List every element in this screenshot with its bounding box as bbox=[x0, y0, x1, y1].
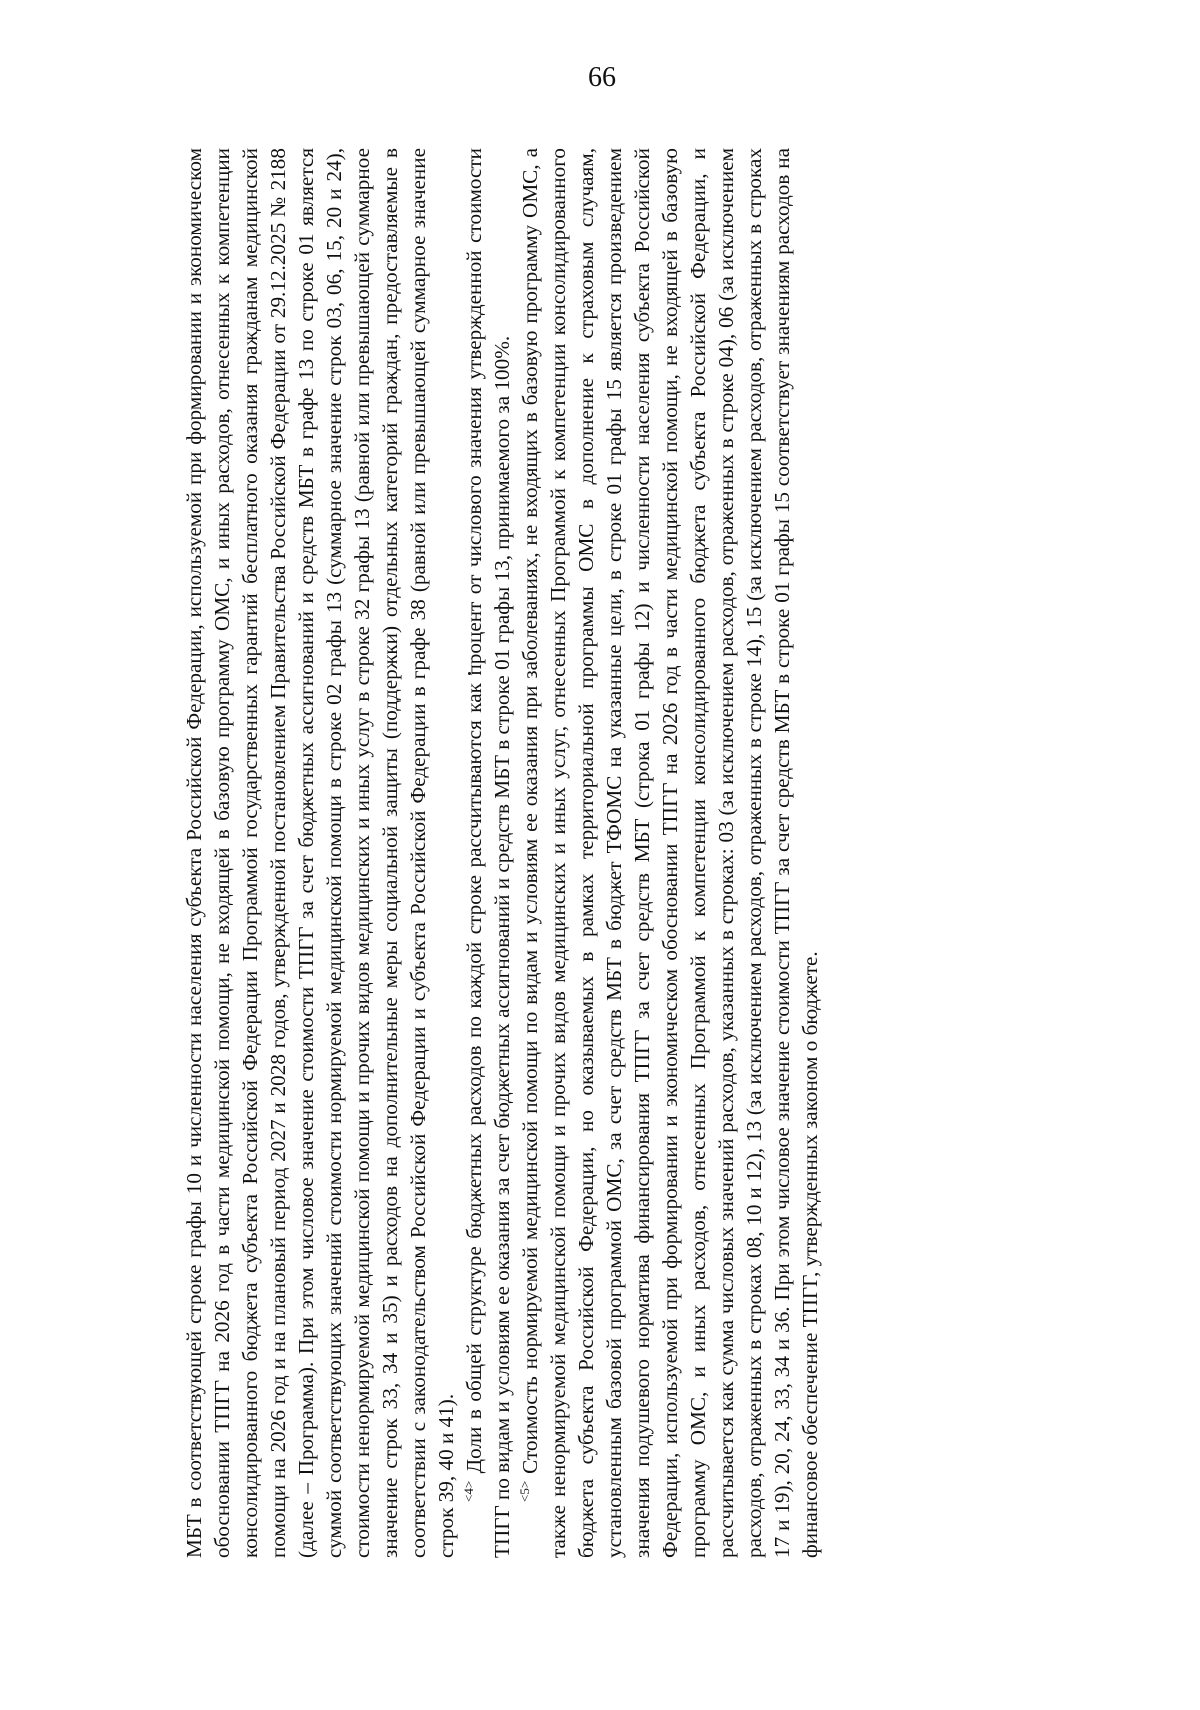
paragraph-continuation bbox=[180, 148, 460, 1558]
footnote-marker: <5> bbox=[516, 1480, 532, 1502]
footnote-text: Доли в общей структуре бюджетных расходов по каждой строке рассчитываются как процент от числового значения утвержденной стоимости ТПГГ по видам и условиям ее оказания за счет бюджетных ассигнований и средств МБТ в строке 01 графы 13, принимаемого за 100%. bbox=[462, 148, 514, 1558]
footnote-text: Стоимость нормируемой медицинской помощи по видам и условиям ее оказания при заболеваниях, не входящих в базовую программу ОМС, а также ненормируемой медицинской помощи и прочих видов медицинских и иных услуг, отнесенных Программой к компетенции консолидированного бюджета субъекта Российской Федерации, но оказываемых в рамках территориальной программы ОМС в дополнение к страховым случаям, установленным базовой программой ОМС, за счет средств МБТ в бюджет ТФОМС на указанные цели, в строке 01 графы 15 является произведением значения подушевого норматива финансирования ТПГГ за счет средств МБТ (строка 01 графы 12) и численности населения субъекта Российской Федерации, используемой при формировании и экономическом обосновании ТПГГ на 2026 год в части медицинской помощи, не входящей в базовую программу ОМС, и иных расходов, отнесенных Программой к компетенции консолидированного бюджета субъекта Российской Федерации, и рассчитывается как сумма числовых значений расходов, указанных в строках: 03 (за исключением расходов, отраженных в строке 04), 06 (за исключением расходов, отраженных в строках 08, 10 и 12), 13 (за исключением расходов, отраженных в строке 14), 15 (за исключением расходов, отраженных в строках 17 и 19), 20, 24, 33, 34 и 36. При этом числовое значение стоимости ТПГГ за счет средств МБТ в строке 01 графы 15 соответствует значениям расходов на финансовое обеспечение ТПГГ, утвержденных законом о бюджете. bbox=[518, 148, 822, 1558]
footnote-4 bbox=[460, 148, 516, 1558]
footnote-5 bbox=[516, 148, 824, 1558]
page-number: 66 bbox=[588, 62, 616, 93]
rotated-text-block bbox=[180, 148, 1070, 1558]
footnote-marker: <4> bbox=[460, 1480, 476, 1502]
paragraph-text: МБТ в соответствующей строке графы 10 и численности населения субъекта Российской Федерации, используемой при формировании и экономическом обосновании ТПГГ на 2026 год в части медицинской помощи, не входящей в базовую программу ОМС, и иных расходов, отнесенных к компетенции консолидированного бюджета субъекта Российской Федерации Программой государственных гарантий бесплатного оказания гражданам медицинской помощи на 2026 год и на плановый период 2027 и 2028 годов, утвержденной постановлением Правительства Российской Федерации от 29.12.2025 № 2188 (далее – Программа). При этом числовое значение стоимости ТПГГ за счет бюджетных ассигнований и средств МБТ в графе 13 по строке 01 является суммой соответствующих значений стоимости нормируемой медицинской помощи в строке 02 графы 13 (суммарное значение строк 03, 06, 15, 20 и 24), стоимости ненормируемой медицинской помощи и прочих видов медицинских и иных услуг в строке 32 графы 13 (равной или превышающей суммарное значение строк 33, 34 и 35) и расходов на дополнительные меры социальной защиты (поддержки) отдельных категорий граждан, предоставляемые в соответствии с законодательством Российской Федерации и субъекта Российской Федерации в графе 38 (равной или превышающей суммарное значение строк 39, 40 и 41). bbox=[182, 148, 458, 1558]
